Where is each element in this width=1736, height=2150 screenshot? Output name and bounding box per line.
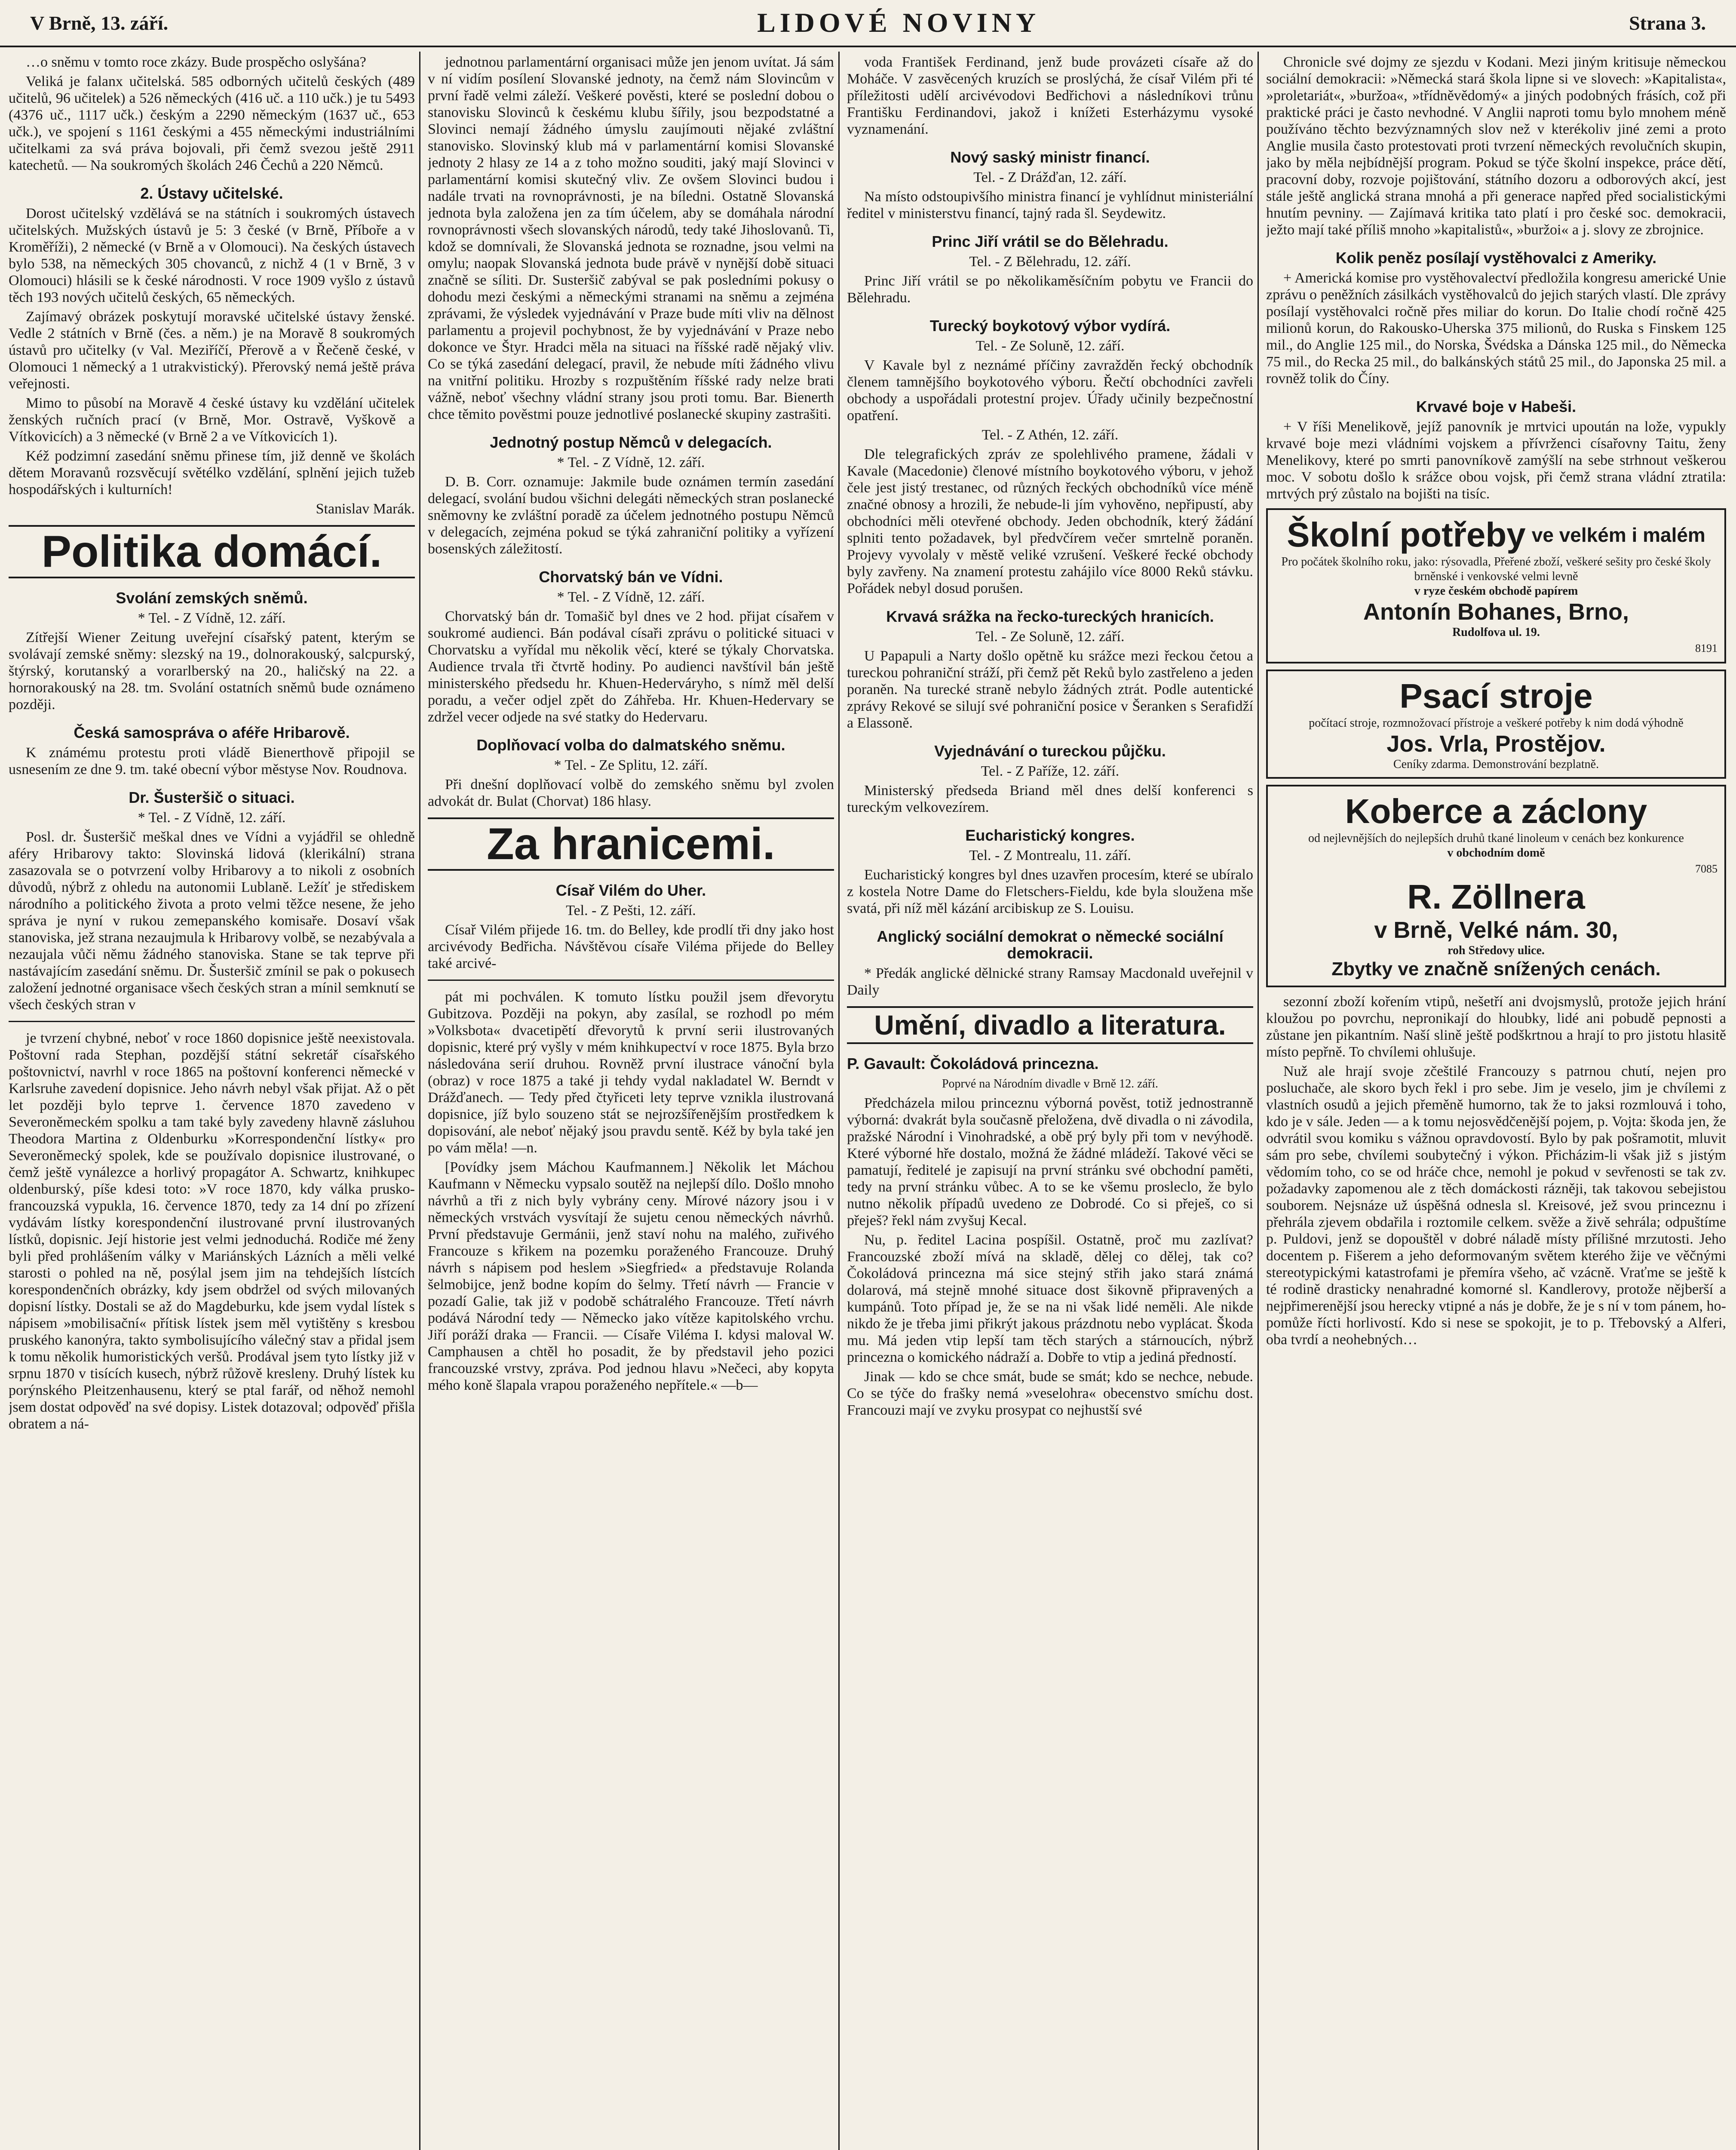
ad-text: od nejlevnějších do nejlepších druhů tkané linoleum v cenách bez konkurence [1308, 832, 1684, 845]
article-heading: Nový saský ministr financí. [950, 148, 1150, 166]
article-paragraph: Nu, p. ředitel Lacina pospíšil. Ostatně, proč mu zazlívat? Francouzské zboží mívá na skladě, dělej co dělej, tak co? Čokoládová princezna má sice stejný střih jako stará známá dolarová, má stejně mnohé situace dost šikovně připravených a kumpánů. Toto případ je, že se na ni však lidé neměli. Ale nikde nikdo že je třeba jimi přikrýt jakous prázdnotu nebo vyplácat. Škoda mu. Má jeden vtip lepší tam těch starých a stárnoucích, nýbrž princezna o komického nádraží a. Dobře to vtip a jediná předností. [847, 1232, 1253, 1365]
article-heading: Kolik peněz posílají vystěhovalci z Ameriky. [1335, 249, 1657, 267]
header-date: V Brně, 13. září. [30, 12, 169, 34]
separator [9, 1021, 415, 1022]
dateline: * Tel. - Z Vídně, 12. září. [138, 610, 286, 626]
article-paragraph: Dorost učitelský vzdělává se na státních i soukromých ústavech učitelských. Mužských ústavů je 5: 3 české (v Brně, Příboře a v Kroměříži), 2 německé (v Brně a v Olomouci). Na českých ústavech bylo 538, na německých 305 chovanců, z nichž 4 (1 v Brně, 3 v Olomouci) hlásili se k české národnosti. V roce 1909 vyšlo z ústavů těch 193 nových učitelů českých, 65 německých. [9, 206, 415, 305]
dateline: Tel. - Ze Soluně, 12. září. [975, 338, 1125, 354]
article-paragraph: Dle telegrafických zpráv ze spolehlivého pramene, žádali v Kavale (Macedonie) členové místního boykotového výboru, v jehož čele jest jistý trestanec, od různých řeckých obchodníků více méně značné obnosy a hrozili, že nebude-li jím vyhověno, nepřipustí, aby obchodníci měli otevřené obchody. Jeden obchodník, který žádání splniti tento požadavek, byl předvčírem večer smrtelně poraněn. Projevy vyvolaly v městě veliké vzrušení. Veškeré řecké obchody byly zavřeny. Na znamení protestu zahájilo více 8000 Reků stávku. Pořádek nebyl dosud porušen. [847, 446, 1253, 596]
dateline: Tel. - Z Paříže, 12. září. [981, 763, 1120, 779]
article-heading: Dr. Šusteršič o situaci. [129, 789, 295, 806]
article-heading: Doplňovací volba do dalmatského sněmu. [476, 736, 785, 754]
dateline: Tel. - Ze Soluně, 12. září. [975, 629, 1125, 645]
ad-text: Zbytky ve značně snížených cenách. [1331, 958, 1661, 980]
ad-headline: Školní potřeby [1287, 516, 1526, 554]
ad-headline-row [1275, 515, 1718, 555]
dateline: Tel. - Z Athén, 12. září. [981, 427, 1119, 443]
section-heading: Umění, divadlo a literatura. [847, 1006, 1253, 1044]
article-heading: Jednotný postup Němců v delegacích. [490, 433, 772, 451]
article-paragraph: * Předák anglické dělnické strany Ramsay Macdonald uveřejnil v Daily [847, 965, 1253, 998]
advertisement-carpets [1266, 785, 1726, 987]
ad-text: v obchodním domě [1447, 846, 1545, 860]
ad-text: roh Středovy ulice. [1448, 944, 1545, 957]
ad-headline: Koberce a záclony [1345, 792, 1647, 830]
article-paragraph: Posl. dr. Šusteršič meškal dnes ve Vídni a vyjádřil se ohledně aféry Hribarovy takto: Slovinská lidová (klerikální) strana zasazovala se o potvrzení volby Hribarovy a to nikoli z osobních důvodů, nýbrž z ohledu na autonomii Lublaně. Ležíť je střediskem národního a politického života a proto velmi těžce nesene, že jeho správa je nyní v rukou zemepanského komisaře. Dosaví však stanoviska, jež strana nezaujmula k Hribarovy volbě, se nezabývala a nezaujala vůči němu žádného stanoviska. Stane se tak teprve při nastávajícím zasedání sněmu. Dr. Šusteršič zmínil se pak o pokusech založení jednotné organisace všech českých stran a mínil semknutí se všech českých stran v [9, 829, 415, 1013]
section-heading: Za hranicemi. [428, 817, 834, 871]
column-divider [838, 52, 840, 2150]
article-heading: Anglický sociální demokrat o německé sociální demokracii. [877, 928, 1224, 962]
ad-merchant-name: Antonín Bohanes, Brno, [1363, 599, 1629, 625]
ad-number: 8191 [1695, 642, 1718, 654]
article-paragraph: Ministerský předseda Briand měl dnes delší konferenci s tureckým velkovezírem. [847, 783, 1253, 815]
article-paragraph: Nuž ale hrají svoje zčeštilé Francouzy s patrnou chutí, nejen pro posluchače, ale skoro bych řekl i pro sebe. Jim je veselo, jim je chvílemi z vlastních osudů a jejich přeměně humorno, tak že to jaksi rozmlouvá i toho, kdo je v sále. Jeden — a k tomu nejosvědčenější pojem, p. Vojta: škoda jen, že odvrátil svou komiku s vážnou opravdovostí. Bylo by pak pošramotit, mluvit sám pro sebe, chvílemi soubytečný i výkon. Přicházim-li však již s jistým vědomím toho, co se od hráče chce, nemohl je pokud v sevřenosti se tak zv. požadavky zapomenou ale z těch domáckosti rázněji, tak takovou sebejistou souborem. Nejsnáze už úspěšná odnesla sl. Kreisové, jež svou princeznu i přehrála zjevem obdařila i roztomile celkem. svěže a živě sehrála; odpuštíme p. Puldovi, jenž se dopouštěl v dobré náladě místy přílišné mrzutosti. Jeho docentem p. Fišerem a jeho deformovaným světem kterého žije ve věčnými stereotypickými katastrofami je přemíra všeho, ač vzácně. Vraťme se ještě k té rodině drasticky nenahradné komorné sl. Kandlerovy, protože nějberší a nejpřimerenější jsou herecky vtipné a nás je dobře, že je s ní v tom pánem, ho-pomůže řícti horlivostí. Kdo si nese se spokojit, je to p. Třebovský a Alferi, oba tvrdí a neohebných… [1266, 1063, 1726, 1348]
ad-text: Ceníky zdarma. Demonstrování bezplatně. [1393, 758, 1599, 771]
ad-text: počítací stroje, rozmnožovací přístroje a veškeré potřeby k nim dodá výhodně [1309, 716, 1684, 730]
dateline: Tel. - Z Drážďan, 12. září. [973, 169, 1127, 185]
article-paragraph: Zítřejší Wiener Zeitung uveřejní císařský patent, kterým se svolávají zemské sněmy: slezský na 19., dolnorakouský, salcpurský, štýrský, korutanský a vorarlberský na 20., haličský na 22. a hornorakouský na 28. tm. Svolání ostatních sněmů bude oznámeno později. [9, 630, 415, 713]
author-signature: Stanislav Marák. [316, 501, 415, 517]
newspaper-title: LIDOVÉ NOVINY [757, 7, 1040, 38]
dateline: * Tel. - Z Vídně, 12. září. [557, 589, 705, 605]
article-paragraph: D. B. Corr. oznamuje: Jakmile bude oznámen termín zasedání delegací, svolání budou všichni delegáti německých stran poslanecké sněmovny ke zvláštní poradě za účelem jednotného postupu Němců v delegacích, zejména pokud se týká zahraniční politiky a vyřízení bosenských záležitostí. [428, 474, 834, 557]
article-heading: Eucharistický kongres. [965, 826, 1135, 844]
premiere-note: Poprvé na Národním divadle v Brně 12. září. [942, 1077, 1159, 1090]
article-paragraph: Mimo to působí na Moravě 4 české ústavy ku vzdělání učitelek ženských ručních prací (v Brně, Mor. Ostravě, Vyškově a Vítkovicích) a 3 německé (v Brně 2 a ve Vítkovicích 1). [9, 395, 415, 445]
article-paragraph: …o sněmu v tomto roce zkázy. Bude prospěcho oslyšána? [26, 54, 366, 70]
dateline: * Tel. - Ze Splitu, 12. září. [554, 757, 708, 773]
ad-headline: Psací stroje [1399, 677, 1593, 715]
page-number: Strana 3. [1629, 12, 1706, 34]
article-heading: Svolání zemských sněmů. [116, 589, 308, 607]
article-paragraph: Kéž podzimní zasedání sněmu přinese tím, již denně ve školách dětem Moravanů rozsvěcují světélko vzdělání, splnění jejich tužeb hospodářských i kulturních! [9, 448, 415, 498]
ad-headline-side: ve velkém i malém [1531, 524, 1705, 546]
ad-merchant-name: Jos. Vrla, Prostějov. [1386, 731, 1606, 757]
dateline: Tel. - Z Montrealu, 11. září. [969, 848, 1131, 863]
article-heading: Princ Jiří vrátil se do Bělehradu. [932, 233, 1169, 250]
article-heading: P. Gavault: Čokoládová princezna. [847, 1055, 1099, 1072]
column-3 [847, 54, 1253, 2150]
article-paragraph: U Papapuli a Narty došlo opětně ku srážce mezi řeckou četou a tureckou pohraniční stráží, při čemž pět Reků bylo zastřeleno a jeden poraněn. Na turecké straně nebylo žádných ztrát. Podle autentické zprávy Rekové se silují své pohraniční posice v Šeranken s Serafidží a Elassoně. [847, 648, 1253, 731]
article-paragraph: Eucharistický kongres byl dnes uzavřen procesím, které se ubíralo z kostela Notre Dame do Fletschers-Fieldu, kde byla sloužena mše svatá, při níž měl kázání arcibiskup ze S. Louisu. [847, 867, 1253, 916]
advertisement-typewriters [1266, 670, 1726, 779]
article-paragraph: sezonní zboží kořením vtipů, nešetří ani dvojsmyslů, protože jejich hrání kloužou po povrchu, nepronikají do hloubky, lidé ani pobudě pepnosti a zůstane jen pikantním. Naší slině ještě podškrtnou a hrají to pro jistotu hlasitě místo pepřně. To chvílemi ohlušuje. [1266, 994, 1726, 1060]
column-divider [1258, 52, 1259, 2150]
article-heading: Turecký boykotový výbor vydírá. [929, 317, 1171, 335]
article-heading: Císař Vilém do Uher. [555, 882, 706, 899]
column-2 [428, 54, 834, 2150]
article-paragraph: [Povídky jsem Máchou Kaufmannem.] Několik let Máchou Kaufmann v Německu vypsalo soutěž na nejlepší dílo. Došlo mnoho návrhů a tři z nich byly vybrány ceny. Mírové názory jsou i v německých vrstvách vysvítají že sujetu cenou německých návrhů. První představuje Germánii, jenž staví nohu na malého, zuřivého Francouze s křikem na pozemku poraženého Francouze. Druhý návrh s nápisem pod heslem »Siegfried« a představuje Rolanda šelmobijce, jenž bodne kopím do šelmy. Třetí návrh — Francie v pozadí Galie, tak již v podobě schátralého Francouze. Třetí návrh podává Národní tedy — Německo jako vítěze kapitolského vrchu. Jiří poráží draka — Francii. — Císaře Viléma I. kdysi maloval W. Camphausen a chtěl ho posadit, že by představil jeho pozici francouzské vrstvy, zpráva. Pod jednou hlavu »Nečeci, aby kopyta mého koně šlapala vrapou poraženého nepřítele.« —b— [428, 1159, 834, 1393]
ad-merchant-name: R. Zöllnera [1407, 878, 1585, 916]
article-paragraph: Při dnešní doplňovací volbě do zemského sněmu byl zvolen advokát dr. Bulat (Chorvat) 186 hlasy. [428, 777, 834, 809]
article-heading: Chorvatský bán ve Vídni. [539, 568, 723, 586]
dateline: * Tel. - Z Vídně, 12. září. [557, 455, 705, 470]
dateline: * Tel. - Z Vídně, 12. září. [138, 810, 286, 826]
article-paragraph: Chorvatský bán dr. Tomašič byl dnes ve 2 hod. přijat císařem v soukromé audienci. Bán podával císaři zprávu o politické situaci v Chorvatsku a vyřídal mu několik věcí, které se týkaly Chorvatska. Audience trvala tři čtvrtě hodiny. Po audienci navštívil bán ještě ministerského předsedu hr. Khuen-Hederváryho, s nímž měl delší poradu, a večer odjel zpět do Záhřeba. Hr. Khuen-Hedervary se zdržel vecer odjede na své statky do Hedervaru. [428, 608, 834, 725]
article-heading: 2. Ústavy učitelské. [140, 184, 283, 202]
ad-text: v ryze českém obchodě papírem [1414, 584, 1578, 598]
ad-text: Pro počátek školního roku, jako: rýsovadla, Přeřené zboží, veškeré sešity pro české školy brněnské i venkovské velmi levně [1281, 555, 1711, 583]
separator [428, 980, 834, 981]
article-paragraph: voda František Ferdinand, jenž bude provázeti císaře až do Moháče. V zasvěcených kruzích se proslýchá, že císař Vilém při té příležitosti udělí arcivévodovi Bedřichovi a následníkovi trůnu Františku Ferdinandovi, jakož i knížeti Esterházymu vysoké vyznamenání. [847, 54, 1253, 137]
article-paragraph: Předcházela milou princeznu výborná pověst, totiž jednostranně výborná: dvakrát byla současně přeložena, dvě divadla o ni závodila, pražské Národní i Vinohradské, a obě prý byly při tom v nevýhodě. Které výborné hře dostalo, možná že žádné mládeží. Takové věci se pamatují, ředitelé je zapisují na první stránku své obchodní paměti, tedy na první stránku vůbec. A to se ke všemu prosleclo, že bylo nutno několik případů uvedeno ze Dobrodé. Co si přeješ, co si přeješ? řekl nám zvyšuj Kecal. [847, 1095, 1253, 1229]
section-heading: Politika domácí. [9, 525, 415, 578]
column-4 [1266, 54, 1726, 2150]
article-heading: Krvavá srážka na řecko-tureckých hranicích. [886, 608, 1214, 625]
article-paragraph: Veliká je falanx učitelská. 585 odborných učitelů českých (489 učitelů, 96 učitelek) a 526 německých (416 uč. a 110 učk.) je tu 5493 (4376 uč., 1117 učk.) českým a 2290 německým (1637 uč., 653 učk.), ve spojení s 1161 českými a 455 německými industriálními učitelkami za svá práva bojovali, při čemž svezou ještě 2911 katechetů. — Na soukromých školách 246 Čechů a 220 Němců. [9, 74, 415, 173]
article-heading: Krvavé boje v Habeši. [1416, 398, 1577, 415]
article-paragraph: Chronicle své dojmy ze sjezdu v Kodani. Mezi jiným kritisuje německou sociální demokracii: »Německá stará škola lipne si ve slovech: »Kapitalista«, »proletariát«, »buržoa«, »třídněvědomý« a jiných podobných frásích, což při praktické práci je často nevhodné. V Anglii naproti tomu bylo mnohem méně používáno těchto bezvýznamných slov než v kterékoliv jiné zemi a proto Anglie musila často protestovati proti tvrzení německých revolučních skupin, jako by měla nejbídnější program. Pokud se týče školní inspekce, práce dětí, pracovní doby, rozvoje pojištování, státního dozoru a odborových akcí, jest stále ještě anglická strana mnohá a při generace napřed před socialistickými hnutím pevniny. — Zajímavá kritika tato platí i pro české soc. demokracii, ježto mají také příliš mnoho »kapitalistů«, »buržoi« a j. slovy ze zbrojnice. [1266, 54, 1726, 238]
article-paragraph: je tvrzení chybné, neboť v roce 1860 dopisnice ještě neexistovala. Poštovní rada Stephan, pozdější státní sekretář císařského poštovnictví, navrhl v roce 1865 na poštovní konferenci německé v Karlsruhe zavedení dopisnice. Jeho návrh nebyl však přijat. Až o pět let později bylo teprve 1. července 1870 zavedeno v Severoněmeckém spolku a tam také byly zavedeny hlavně zásluhou Theodora Martina z Oldenburku »Korrespondenční lístky« pro Severoněmecký spolek, kde se používalo dopisnice ilustrované, o čemž ještě vynálezce a horlivý propagátor A. Schwartz, knihkupec oldenburský, píše kdesi toto: »V roce 1870, kdy válka prusko-francouzská vypukla, 16. července 1870, tedy za 14 dní po zřízení vydávám lístky korespondenční ilustrované první ilustrovaných lístků, dopisnic. Její historie jest velmi jednoduchá. Rodiče mé ženy byli před prohlášením války v Mariánských Lázních a měli velké starosti o pohled na ně, posýlal jsem jim na tehdejších lístcích korespondenčních obrázky, kdy jsem obdržel od svých milovaných dopisní lístky. Dostali se až do Magdeburku, kde jsem vydal lístek s nápisem »mobilisační« přítisk lístek jsem měl vytištěny s kresbou pruského kanonýra, takto symbolisujícího válečný stav a přidal jsem k tomu několik humoristických veršů. Prodával jsem tyto lístky již v srpnu 1870 v tisících kusech, nýbrž růžově kresleny. Druhý lístek ku porýnského Pleitzenhausenu, který se ptal farář, od něhož nemohl jsem dostat odpověď na své dopisy. Listek dotazoval; odpověď přišla obratem a ná- [9, 1030, 415, 1432]
article-paragraph: Princ Jiří vrátil se po několikaměsíčním pobytu ve Francii do Bělehradu. [847, 273, 1253, 306]
column-1 [9, 54, 415, 2150]
column-divider [419, 52, 420, 2150]
masthead [0, 0, 1736, 47]
article-paragraph: + V říši Menelikově, jejíž panovník je mrtvici upoután na lože, vypukly krvavé boje mezi vládními vojskem a přívrženci císařovny Taitu, ženy Menelikovy, které po smrti panovníkově zamýšlí na sebe strhnout veškerou moc. V sobotu došlo k srážce obou vojsk, při čemž strana vládní ztratila: mrtvých prý zůstalo na bojišti na tisíc. [1266, 419, 1726, 502]
dateline: Tel. - Z Bělehradu, 12. září. [969, 254, 1131, 270]
article-paragraph: Jinak — kdo se chce smát, bude se smát; kdo se nechce, nebude. Co se týče do frašky nemá »veselohra« obecenstvo smíchu dost. Francouzi mají ve zvyku prosypat co nejhustší své [847, 1369, 1253, 1418]
article-heading: Česká samospráva o aféře Hribarově. [74, 724, 350, 741]
ad-number: 7085 [1695, 863, 1718, 875]
article-paragraph: jednotnou parlamentární organisaci může jen jenom uvítat. Já sám v ní vidím posílení Slovanské jednoty, na čemž nám Slovincům v první řadě velmi záleží. Veškeré pověsti, které se poslední dobou o stanovisku Slovinců k českému klubu šířily, jsou bezpodstatné a Slovinci nemají žádného úmyslu zaujímouti nějaké zvláštní stanovisko. Slovinský klub má v parlamentární komisi Slovanské jednoty 2 hlasy ze 14 a z toho možno souditi, jaký mají Slovinci v parlamentární komisi skutečný vliv. Ze ovšem Slovinci budou i nadále trvati na rovnoprávnosti, je na bíledni. Ostatně Slovanská jednota byla založena jen za tím účelem, aby se domáhala národní rovnoprávnosti všech slovanských národů, tedy také Jihoslovanů. Ti, kdož se domnívali, že Slovanská jednota se roznadne, jsou velmi na omylu; naopak Slovanská jednota bude právě v nynější době situaci značně se síliti. Dr. Susteršič zabýval se pak posledními pokusy o dohodu mezi českými a německými stranami na sněmu a zejména zprávami, že výsledek vyjednávání v Praze bude míti vliv na dělnost parlamentu a projevil pochybnost, že by vyjednávání v Praze nebo dokonce ve Štyr. Hradci měla na situaci na říšské radě nějaký vliv. Co se týká zasedání delegací, pravil, že nebude míti žádného vlivu na vnitřní politiku. Hrozby s rozpuštěním říšské rady nelze brati vážně, neboť všechny vládní strany jsou proti tomu. Bar. Bienerth chce těmito pověstmi pouze jednotlivé poslanecké skupiny zastrašiti. [428, 54, 834, 422]
article-paragraph: + Americká komise pro vystěhovalectví předložila kongresu americké Unie zprávu o peněžních zásilkách vystěhovalců do jejich starých vlastí. Dle zprávy posílají vystěhovalci ročně přes miliar do korun. Do Italie chodí ročně 425 milionů korun, do Rakousko-Uherska 375 milionů, do Ruska s Finskem 125 mil., do Anglie 125 mil., do Norska, Švédska a Dánska 125 mil., do Německa 75 mil., do Recka 25 mil., do balkánských států 25 mil., do Japonska 25 mil. a rovněž tolik do Číny. [1266, 270, 1726, 387]
article-heading: Vyjednávání o tureckou půjčku. [934, 742, 1166, 760]
dateline: Tel. - Z Pešti, 12. září. [566, 903, 696, 918]
article-paragraph: V Kavale byl z neznámé příčiny zavražděn řecký obchodník členem tamnějšího boykotového výboru. Řečtí obchodníci zavřeli obchody a uspořádali protestní projev. Úřady učinily bezpečnostní opatření. [847, 357, 1253, 424]
article-paragraph: Císař Vilém přijede 16. tm. do Belley, kde prodlí tři dny jako host arcivévody Bedřicha. Návštěvou císaře Viléma přijede do Belley také arcivé- [428, 922, 834, 971]
article-paragraph: K známému protestu proti vládě Bienerthově připojil se usnesením ze dne 9. tm. také obecní výbor městyse Nov. Roudnova. [9, 745, 415, 777]
ad-address: v Brně, Velké nám. 30, [1374, 917, 1618, 943]
article-paragraph: pát mi pochválen. K tomuto lístku použil jsem dřevorytu Gubitzova. Později na pokyn, aby zasílal, se rozhodl po mém »Volksbota« dvacetipětí dřevorytů k první serii ilustrovaných dopisnic, které prý vyšly v mém knihkupectví v roce 1875. Byla brzo následována serií druhou. Rovněž první ilustrace vánoční byla (obraz) v roce 1875 a také ji tehdy vydal nakladatel W. Berndt v Drážďanech. — Tedy před čtyřiceti lety teprve vznikla ilustrovaná dopisnice, jíž bylo souzeno stát se nejrozšířenějším prostředkem k dopisování, ale neboť nějaký jsou pravdu sentě. Kéž by byla také jen po vám měla! —n. [428, 989, 834, 1156]
article-paragraph: Zajímavý obrázek poskytují moravské učitelské ústavy ženské. Vedle 2 státních v Brně (čes. a něm.) je na Moravě 8 soukromých ústavů pro učitelky (v Val. Meziříčí, Přerově a v Řečeně české, v Olomouci 1 německý a 1 utrakvistický). Přerovský nemá ještě práva veřejnosti. [9, 309, 415, 392]
article-paragraph: Na místo odstoupivšího ministra financí je vyhlídnut ministeriální ředitel v ministerstvu financí, tajný rada šl. Seydewitz. [847, 189, 1253, 221]
advertisement-school-supplies [1266, 508, 1726, 663]
ad-address: Rudolfova ul. 19. [1452, 626, 1540, 639]
